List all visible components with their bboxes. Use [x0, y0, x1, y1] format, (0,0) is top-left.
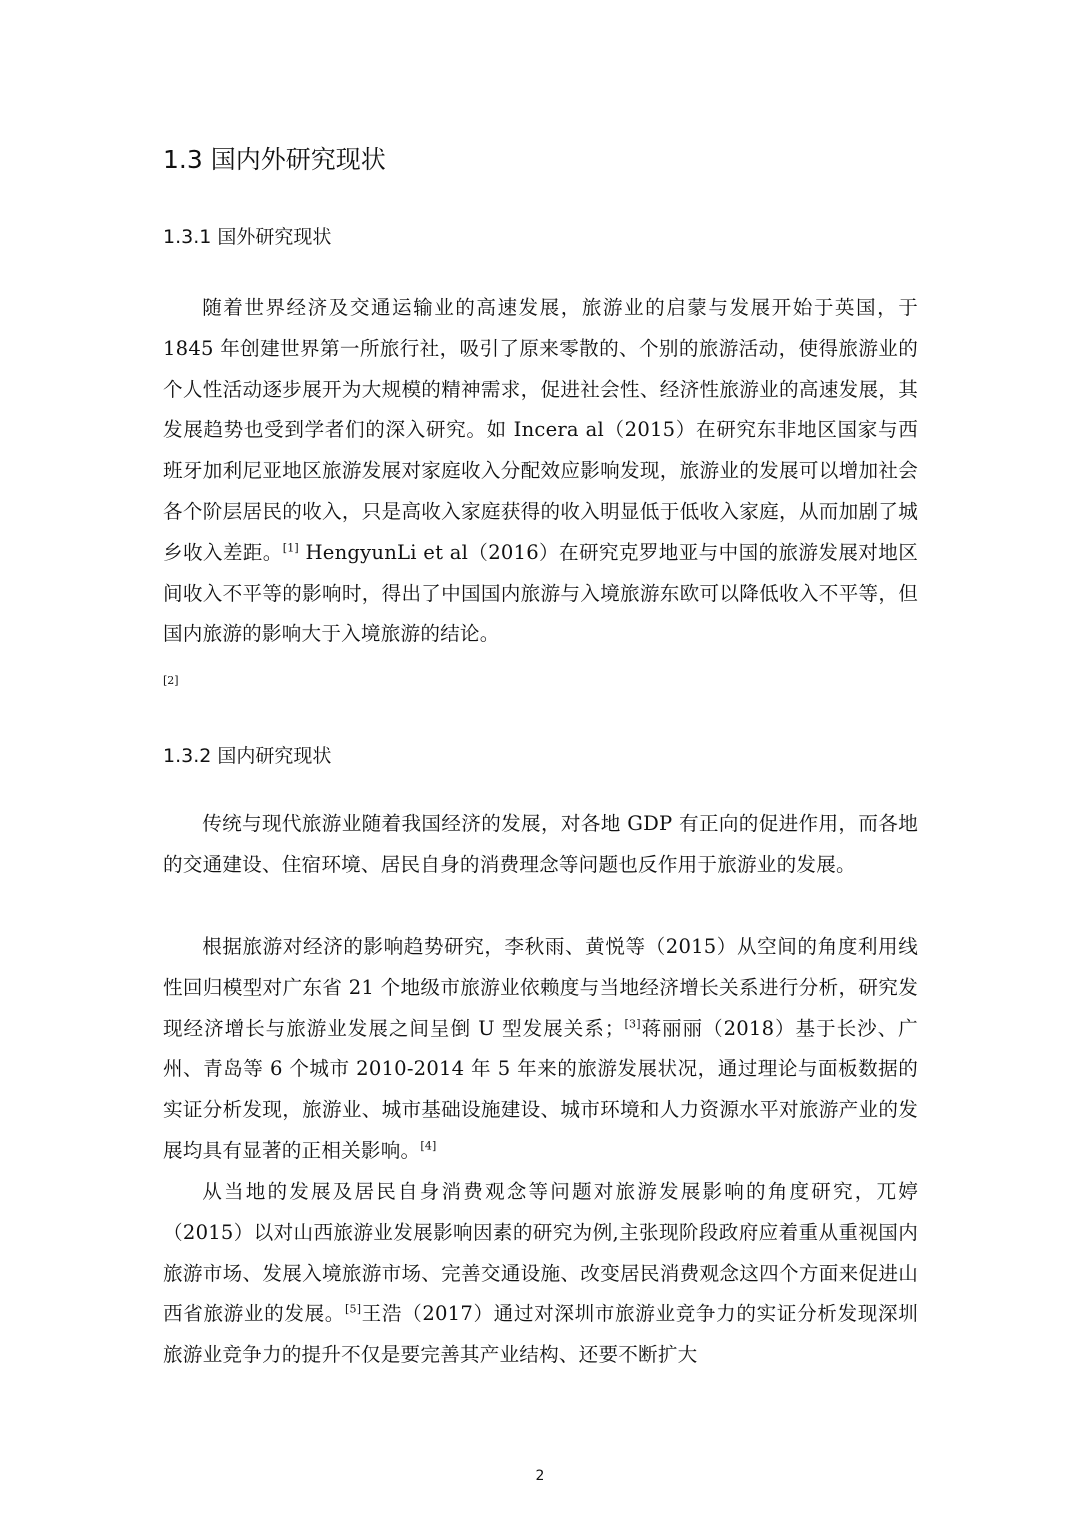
- citation-ref: [4]: [420, 1139, 437, 1153]
- citation-ref: [2]: [163, 674, 179, 687]
- paragraph-domestic-consumption: [163, 1172, 918, 1376]
- page-number: 2: [535, 1468, 545, 1484]
- paragraph-foreign-research: [163, 288, 918, 655]
- paragraph-domestic-intro: 传统与现代旅游业随着我国经济的发展，对各地 GDP 有正向的促进作用，而各地的交通建设、住宿环境、居民自身的消费理念等问题也反作用于旅游业的发展。: [163, 812, 918, 876]
- citation-ref: [1]: [282, 541, 299, 555]
- paragraph-text: 蒋丽丽（2018）基于长沙、广州、青岛等 6 个城市 2010-2014 年 5 年来的旅游发展状况，通过理论与面板数据的实证分析发现，旅游业、城市基础设施建设、城市环境和人力资源水平对旅游产业的发展均具有显著的正相关影响。: [163, 1016, 918, 1162]
- paragraph-text: HengyunLi et al（2016）在研究克罗地亚与中国的旅游发展对地区间收入不平等的影响时，得出了中国国内旅游与入境旅游东欧可以降低收入不平等，但国内旅游的影响大于入境旅游的结论。: [163, 540, 918, 646]
- subsection-heading-foreign: 1.3.1 国外研究现状: [163, 226, 332, 248]
- subsection-heading-domestic: 1.3.2 国内研究现状: [163, 745, 332, 767]
- section-heading: 1.3 国内外研究现状: [163, 145, 386, 174]
- citation-ref: [3]: [624, 1017, 641, 1031]
- paragraph-text: 从当地的发展及居民自身消费观念等问题对旅游发展影响的角度研究，兀婷（2015）以对山西旅游业发展影响因素的研究为例,主张现阶段政府应着重从重视国内旅游市场、发展入境旅游市场、完善交通设施、改变居民消费观念这四个方面来促进山西省旅游业的发展。: [163, 1180, 918, 1326]
- paragraph-domestic-economy: [163, 927, 918, 1172]
- paragraph-text: 王浩（2017）通过对深圳市旅游业竞争力的实证分析发现深圳旅游业竞争力的提升不仅是要完善其产业结构、还要不断扩大: [163, 1302, 918, 1367]
- paragraph-text: 随着世界经济及交通运输业的高速发展，旅游业的启蒙与发展开始于英国，于 1845 年创建世界第一所旅行社，吸引了原来零散的、个别的旅游活动，使得旅游业的个人性活动逐步展开为大规模的精神需求，促进社会性、经济性旅游业的高速发展，其发展趋势也受到学者们的深入研究。如 Incera al（2015）在研究东非地区国家与西班牙加利尼亚地区旅游发展对家庭收入分配效应影响发现，旅游业的发展可以增加社会各个阶层居民的收入，只是高收入家庭获得的收入明显低于低收入家庭，从而加剧了城乡收入差距。: [163, 296, 918, 564]
- citation-ref: [5]: [345, 1302, 362, 1316]
- paragraph-text: 根据旅游对经济的影响趋势研究，李秋雨、黄悦等（2015）从空间的角度利用线性回归模型对广东省 21 个地级市旅游业依赖度与当地经济增长关系进行分析，研究发现经济增长与旅游业发展之间呈倒 U 型发展关系；: [163, 935, 918, 1040]
